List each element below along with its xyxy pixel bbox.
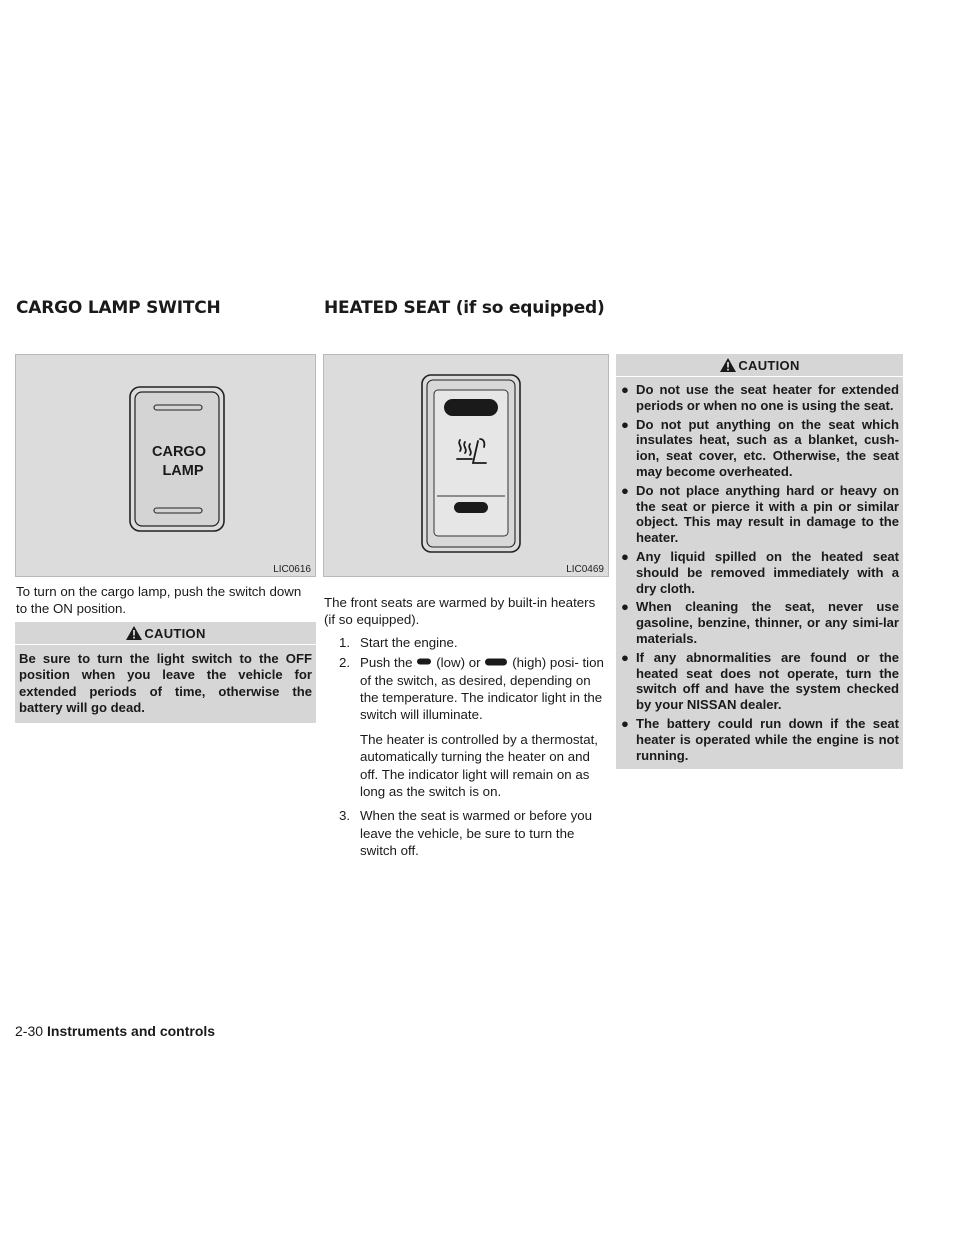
cargo-lamp-caution-box [15, 622, 316, 723]
caution-text: Be sure to turn the light switch to the OFF position when you leave the vehicle for extended periods of time, otherwise the battery will go dead. [19, 651, 312, 715]
section-name: Instruments and controls [47, 1023, 216, 1039]
switch-label-line2: LAMP [162, 463, 204, 479]
low-indicator-icon [417, 658, 431, 665]
caution-item: ● Any liquid spilled on the heated seat should be removed immediately with a dry cloth. [621, 548, 899, 596]
heated-seat-text [324, 594, 608, 860]
step-text: When the seat is warmed or before you leave the vehicle, be sure to turn the switch off. [360, 808, 593, 859]
step-number: 2. [339, 655, 351, 671]
step-number: 3. [339, 808, 351, 824]
caution-item: ● Do not place anything hard or heavy on the seat or pierce it with a pin or similar object. This may result in damage to the heater. [621, 482, 899, 546]
step-1 [339, 634, 608, 651]
warning-triangle-icon [719, 357, 737, 373]
cargo-lamp-intro: To turn on the cargo lamp, push the switch down to the ON position. [16, 584, 302, 617]
step-text-high: (high) posi- [512, 655, 579, 671]
caution-item: ● When cleaning the seat, never use gasoline, benzine, thinner, or any simi-lar materials. [621, 599, 899, 646]
step-note: The heater is controlled by a thermostat, automatically turning the heater on and off. The indicator light will remain on as long as the switch is on. [360, 731, 598, 800]
caution-title: CAUTION [144, 625, 206, 641]
heated-seat-switch-illustration [324, 355, 608, 576]
bullet-icon: ● [621, 649, 629, 665]
bullet-icon: ● [621, 482, 629, 498]
caution-item: ● Do not put anything on the seat which insulates heat, such as a blanket, cush-ion, seat cover, etc. Otherwise, the seat may become overheated. [621, 416, 899, 479]
caution-item: ● If any abnormalities are found or the heated seat does not operate, turn the switch off and have the system checked by your NISSAN dealer. [621, 649, 899, 713]
bullet-icon: ● [621, 715, 629, 731]
bullet-icon: ● [621, 599, 629, 615]
caution-item: ● Do not use the seat heater for extended periods or when no one is using the seat. [621, 382, 899, 413]
warning-triangle-icon [125, 625, 143, 641]
heated-seat-caution-box [616, 354, 903, 769]
step-text: Start the engine. [360, 634, 458, 650]
switch-label-line1: CARGO [152, 444, 206, 460]
heated-seat-intro: The front seats are warmed by built-in heaters (if so equipped). [324, 595, 596, 628]
cargo-lamp-switch-illustration [16, 355, 315, 576]
page-number: 2-30 [15, 1023, 44, 1039]
caution-title: CAUTION [738, 357, 800, 373]
step-number: 1. [339, 634, 351, 650]
figure-id: LIC0469 [566, 564, 604, 575]
section-heading-heated-seat: HEATED SEAT (if so equipped) [324, 298, 605, 318]
caution-item: ● The battery could run down if the seat heater is operated while the engine is not running. [621, 715, 899, 763]
high-indicator-icon [485, 658, 507, 666]
step-2 [339, 654, 608, 800]
caution-list [616, 377, 903, 769]
bullet-icon: ● [621, 548, 629, 564]
heated-seat-switch-figure [323, 354, 609, 577]
bullet-icon: ● [621, 416, 629, 432]
page-footer [15, 1023, 215, 1039]
heated-seat-steps [339, 634, 608, 860]
caution-heading [15, 622, 316, 645]
step-text-low: (low) or [436, 655, 481, 671]
step-3 [339, 807, 608, 859]
figure-id: LIC0616 [273, 564, 311, 575]
step-text-rest: tion of the switch, as desired, depending on the temperature. The indicator light in the switch will illuminate. [360, 655, 604, 723]
bullet-icon: ● [621, 382, 629, 397]
step-text-pre: Push the [360, 655, 413, 671]
caution-heading [616, 354, 903, 377]
cargo-lamp-switch-figure [15, 354, 316, 577]
section-heading-cargo-lamp: CARGO LAMP SWITCH [16, 298, 221, 318]
